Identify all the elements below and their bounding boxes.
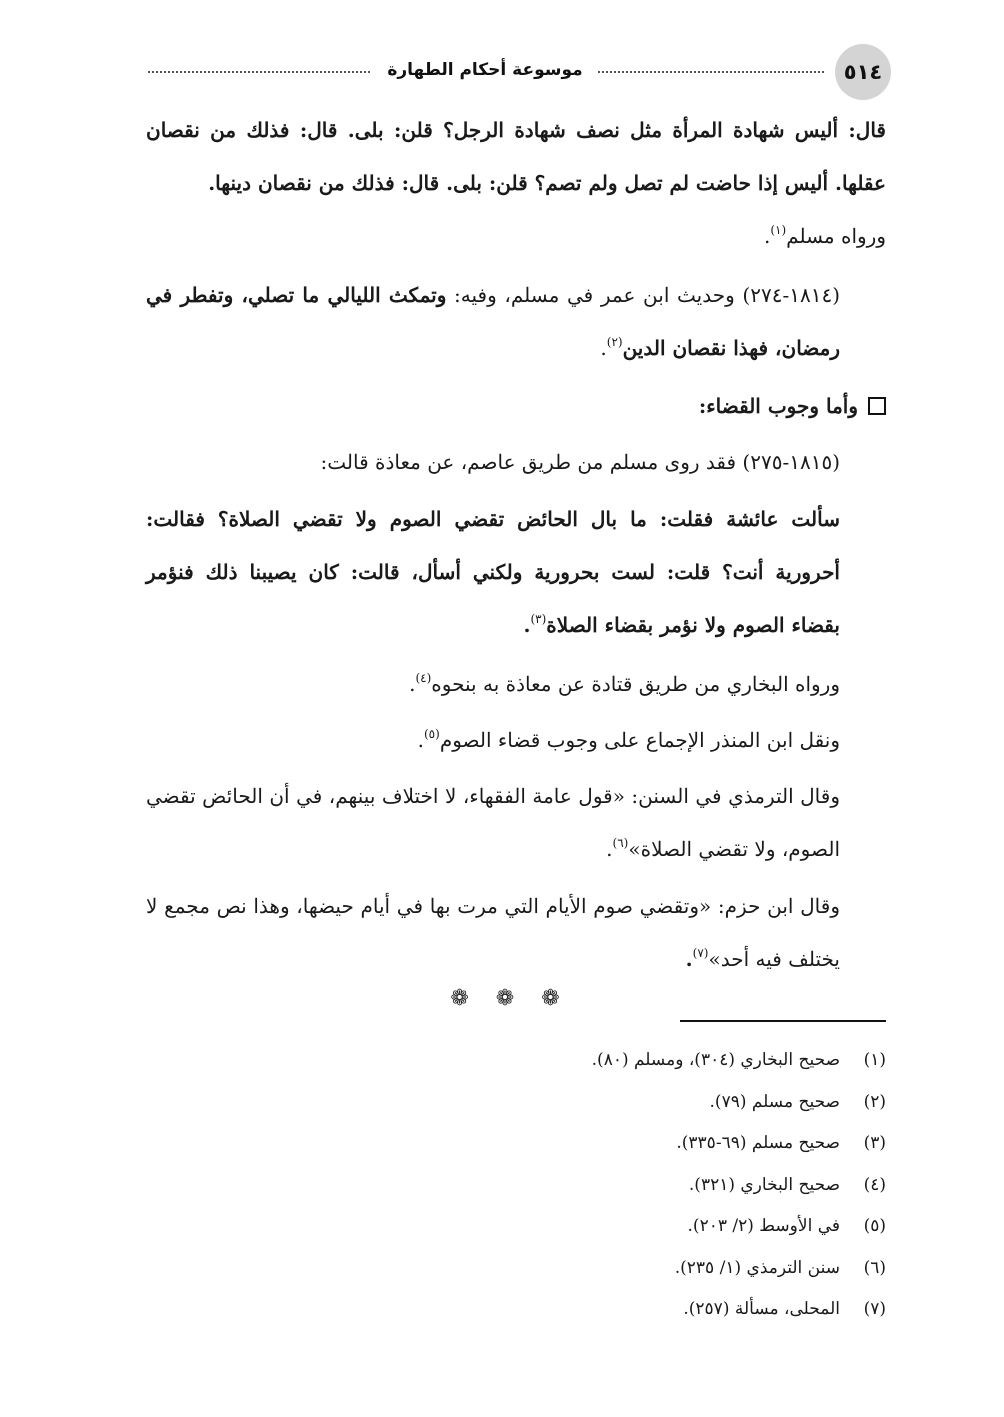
citation-text: ورواه البخاري من طريق قتادة عن معاذة به بنحوه [431, 672, 840, 696]
footnote-marker: (٦) [612, 836, 629, 850]
footnotes-list [146, 1040, 886, 1331]
period: . [685, 947, 693, 971]
period: . [523, 613, 531, 637]
footnote-marker: (١) [770, 223, 787, 237]
paragraph-text [146, 269, 886, 375]
citation-text: ورواه مسلم [786, 224, 886, 248]
footnote-text: سنن الترمذي (١/ ٢٣٥). [674, 1257, 840, 1278]
footnote-number: (٢) [863, 1091, 886, 1112]
heading-text: وأما وجوب القضاء: [698, 394, 858, 418]
footnote-marker: (٥) [423, 727, 440, 741]
footnote-text: صحيح البخاري (٣٠٤)، ومسلم (٨٠). [591, 1050, 840, 1070]
paragraph-bukhari [146, 658, 886, 711]
period: . [763, 224, 771, 248]
footnote-item [146, 1206, 886, 1248]
footnote-number: (٦) [863, 1257, 886, 1278]
paragraph-text [146, 493, 886, 652]
quote-text: سألت عائشة فقلت: ما بال الحائض تقضي الصوم ولا تقضي الصلاة؟ فقالت: أحرورية أنت؟ قلت: لست بحرورية ولكني أسأل، قالت: كان يصيبنا ذلك فنؤمر بقضاء الصوم ولا نؤمر بقضاء الصلاة [146, 507, 840, 637]
paragraph-aisha-quote [146, 493, 886, 652]
footnote-number: (٤) [863, 1174, 886, 1195]
period: . [417, 728, 424, 752]
header-dotted-leader-right [598, 71, 824, 73]
paragraph-ibn-hazm [146, 880, 886, 986]
footnote-marker: (٧) [692, 946, 709, 960]
footnote-number: (٥) [863, 1216, 886, 1236]
footnote-marker: (٢) [606, 335, 623, 349]
hadith-number-lead: (١٨١٤-٢٧٤) وحديث ابن عمر في مسلم، وفيه: [446, 283, 840, 307]
square-bullet-icon [868, 397, 886, 415]
paragraph-text [146, 714, 886, 767]
paragraph-text [146, 880, 886, 986]
footnote-item [146, 1289, 886, 1331]
footnote-number: (٣) [863, 1133, 886, 1153]
footnote-text: صحيح مسلم (٧٩). [709, 1091, 840, 1112]
paragraph-ibn-umar [146, 269, 886, 375]
page-number: ٥١٤ [843, 60, 883, 84]
footnote-text: صحيح البخاري (٣٢١). [688, 1174, 840, 1195]
paragraph-hadith-quote [146, 104, 886, 263]
footnote-rule [680, 1020, 886, 1022]
page-number-badge [835, 44, 891, 100]
footnote-text: المحلى، مسألة (٢٥٧). [683, 1299, 840, 1319]
footnote-item [146, 1248, 886, 1290]
hadith-quote: وتمكث الليالي ما تصلي، وتفطر في رمضان، فهذا نقصان الدين [146, 283, 840, 360]
paragraph-text: قال: أليس شهادة المرأة مثل نصف شهادة الرجل؟ قلن: بلى. قال: فذلك من نقصان عقلها. أليس إذا حاضت لم تصل ولم تصم؟ قلن: بلى. قال: فذلك من نقصان دينها. [146, 118, 886, 195]
footnote-marker: (٤) [415, 671, 432, 685]
quote-text: وقال الترمذي في السنن: «قول عامة الفقهاء، لا اختلاف بينهم، في أن الحائض تقضي الصوم، ولا تقضي الصلاة» [146, 784, 840, 861]
paragraph-muslim-narration [146, 436, 886, 489]
footnote-marker: (٣) [530, 612, 547, 626]
footnote-text: صحيح مسلم (٦٩-٣٣٥). [676, 1133, 840, 1153]
paragraph-text [146, 770, 886, 876]
citation-text: ونقل ابن المنذر الإجماع على وجوب قضاء الصوم [439, 728, 840, 752]
footnote-item [146, 1082, 886, 1124]
footnote-item [146, 1040, 886, 1082]
period: . [409, 672, 416, 696]
running-title: موسوعة أحكام الطهارة [387, 60, 583, 80]
footnote-item [146, 1165, 886, 1207]
quote-text: وقال ابن حزم: «وتقضي صوم الأيام التي مرت بها في أيام حيضها، وهذا نص مجمع لا يختلف فيه أحد» [146, 894, 840, 971]
footnote-number: (١) [863, 1050, 886, 1070]
paragraph-ibn-mundhir [146, 714, 886, 767]
paragraph-text [146, 658, 886, 711]
period: . [600, 336, 607, 360]
header-dotted-leader-left [148, 71, 370, 73]
paragraph-tirmidhi [146, 770, 886, 876]
footnote-number: (٧) [863, 1299, 886, 1319]
paragraph-text: (١٨١٥-٢٧٥) فقد روى مسلم من طريق عاصم، عن معاذة قالت: [320, 450, 840, 474]
period: . [606, 837, 613, 861]
footnote-text: في الأوسط (٢/ ٢٠٣). [687, 1216, 840, 1236]
paragraph-citation [146, 210, 886, 263]
footnote-item [146, 1123, 886, 1165]
section-heading [146, 386, 886, 426]
section-separator-ornament: ❁ ❁ ❁ [450, 986, 570, 1011]
